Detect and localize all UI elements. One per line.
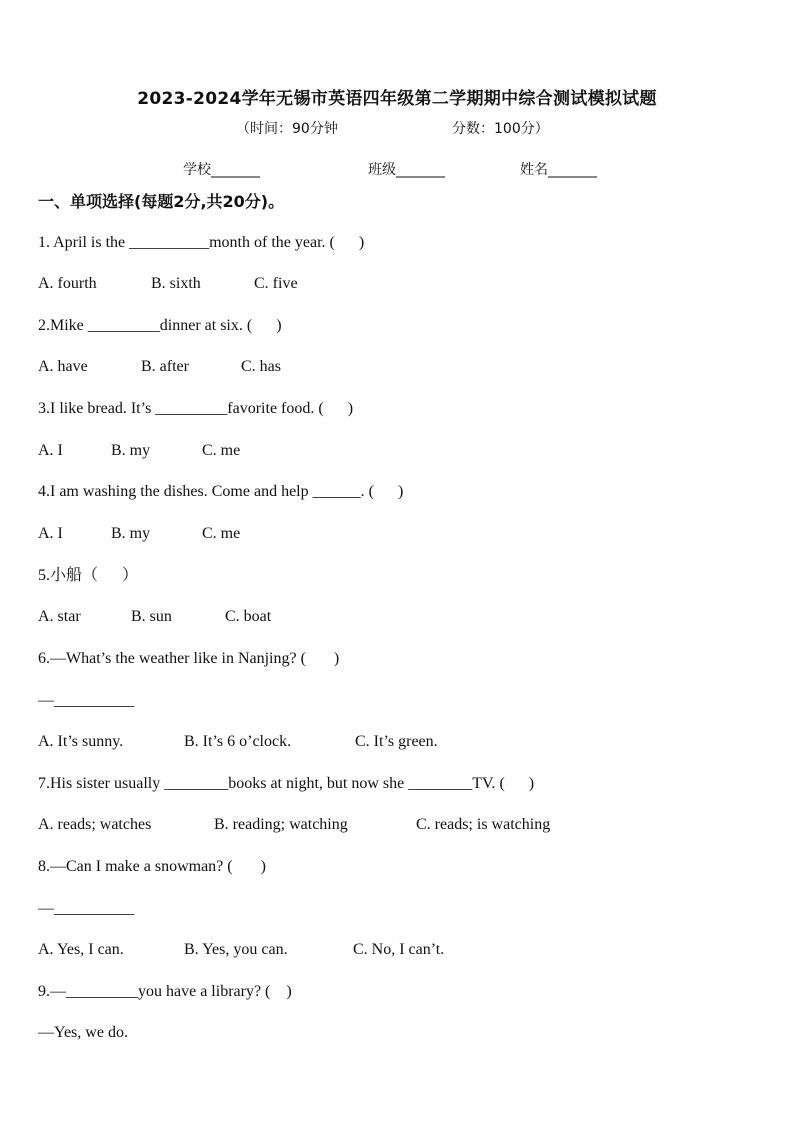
question-8-stem: 8.—Can I make a snowman? ( ) bbox=[38, 858, 266, 875]
question-6-option-b: B. It’s 6 o’clock. bbox=[184, 733, 292, 750]
question-3-option-c: C. me bbox=[202, 442, 241, 459]
question-5-option-c: C. boat bbox=[225, 608, 272, 625]
name-field: 姓名_______ bbox=[520, 162, 597, 178]
question-4-option-c: C. me bbox=[202, 525, 241, 542]
question-3-stem: 3.I like bread. It’s _________favorite food. ( ) bbox=[38, 400, 354, 417]
exam-score: 分数：100分） bbox=[452, 121, 549, 137]
question-8-option-c: C. No, I can’t. bbox=[353, 941, 445, 958]
question-7-stem: 7.His sister usually ________books at night, but now she ________TV. ( ) bbox=[38, 775, 535, 792]
question-9-reply: —Yes, we do. bbox=[38, 1024, 128, 1041]
question-1-option-a: A. fourth bbox=[38, 275, 97, 292]
class-field: 班级_______ bbox=[368, 162, 445, 178]
question-8-option-a: A. Yes, I can. bbox=[38, 941, 124, 958]
question-8-option-b: B. Yes, you can. bbox=[184, 941, 288, 958]
question-8-answer-line: —__________ bbox=[38, 900, 134, 917]
question-3-option-b: B. my bbox=[111, 442, 151, 459]
question-5-option-b: B. sun bbox=[131, 608, 172, 625]
question-2-stem: 2.Mike _________dinner at six. ( ) bbox=[38, 317, 282, 334]
question-6-option-c: C. It’s green. bbox=[355, 733, 438, 750]
question-6-answer-line: —__________ bbox=[38, 692, 134, 709]
question-3-option-a: A. I bbox=[38, 442, 63, 459]
question-1-option-c: C. five bbox=[254, 275, 298, 292]
exam-title: 2023-2024学年无锡市英语四年级第二学期期中综合测试模拟试题 bbox=[137, 89, 657, 109]
section-title: 一、单项选择(每题2分,共20分)。 bbox=[38, 192, 285, 211]
question-1-option-b: B. sixth bbox=[151, 275, 201, 292]
question-7-option-b: B. reading; watching bbox=[214, 816, 348, 833]
question-6-option-a: A. It’s sunny. bbox=[38, 733, 124, 750]
question-5-option-a: A. star bbox=[38, 608, 81, 625]
question-9-stem: 9.—_________you have a library? ( ) bbox=[38, 983, 292, 1000]
question-5-stem: 5.小船（ ） bbox=[38, 567, 139, 584]
question-2-option-c: C. has bbox=[241, 358, 281, 375]
question-7-option-c: C. reads; is watching bbox=[416, 816, 551, 833]
question-1-stem: 1. April is the __________month of the year. ( ) bbox=[38, 234, 365, 251]
question-2-option-a: A. have bbox=[38, 358, 88, 375]
school-field: 学校_______ bbox=[183, 162, 260, 178]
question-7-option-a: A. reads; watches bbox=[38, 816, 152, 833]
question-4-option-b: B. my bbox=[111, 525, 151, 542]
exam-time: （时间：90分钟 bbox=[236, 121, 338, 137]
question-2-option-b: B. after bbox=[141, 358, 189, 375]
question-4-stem: 4.I am washing the dishes. Come and help ______. ( ) bbox=[38, 483, 404, 500]
question-6-stem: 6.—What’s the weather like in Nanjing? ( ) bbox=[38, 650, 340, 667]
question-4-option-a: A. I bbox=[38, 525, 63, 542]
